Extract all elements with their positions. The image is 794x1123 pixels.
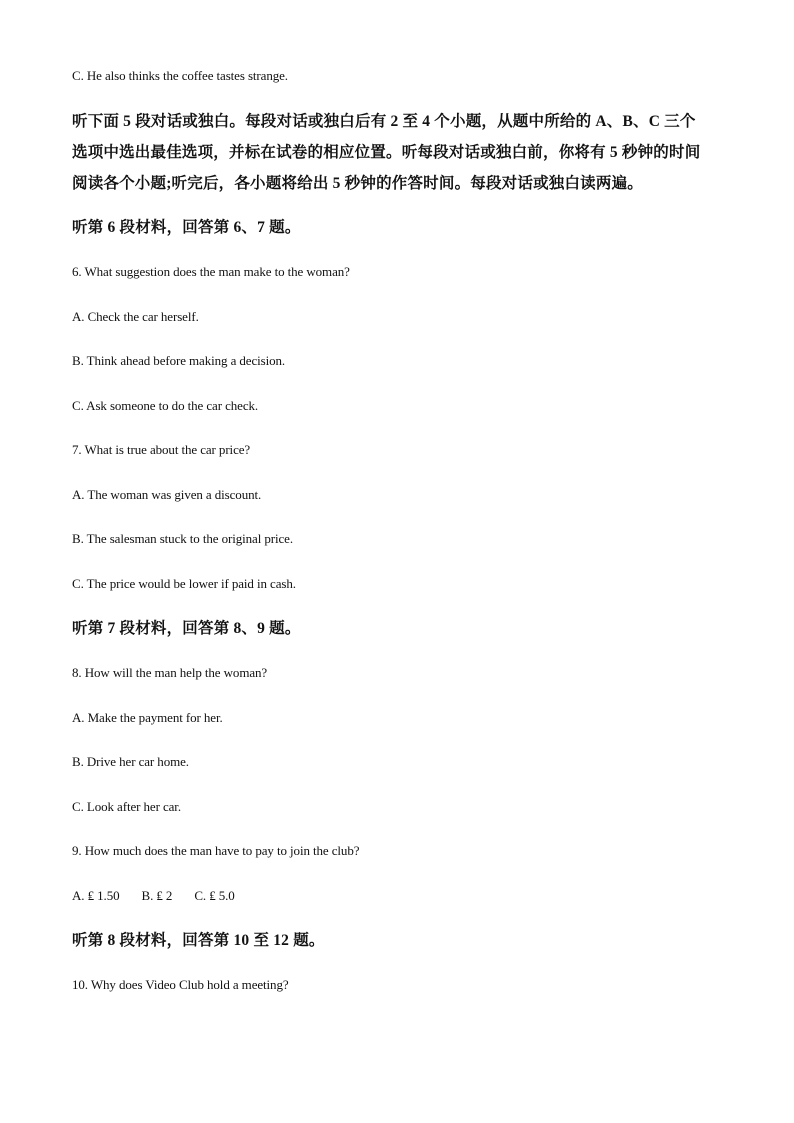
section-6-heading: 听第 6 段材料，回答第 6、7 题。: [72, 219, 301, 236]
question-8-option-c: C. Look after her car.: [72, 799, 181, 814]
question-8-option-b: B. Drive her car home.: [72, 754, 189, 769]
option-c-prev: C. He also thinks the coffee tastes strange.: [72, 68, 288, 83]
question-7: 7. What is true about the car price?: [72, 442, 251, 457]
instruction-line-2: 选项中选出最佳选项，并标在试卷的相应位置。听每段对话或独白前，你将有 5 秒钟的时间: [72, 144, 701, 161]
question-9-option-c: C. ₤ 5.0: [194, 888, 235, 903]
question-9: 9. How much does the man have to pay to join the club?: [72, 843, 360, 858]
question-9-option-b: B. ₤ 2: [141, 888, 173, 903]
question-8-option-a: A. Make the payment for her.: [72, 710, 223, 725]
question-7-option-a: A. The woman was given a discount.: [72, 487, 262, 502]
question-10: 10. Why does Video Club hold a meeting?: [72, 977, 289, 992]
question-7-option-b: B. The salesman stuck to the original price.: [72, 531, 293, 546]
question-6-option-a: A. Check the car herself.: [72, 309, 199, 324]
question-7-option-c: C. The price would be lower if paid in cash.: [72, 576, 296, 591]
instruction-line-3: 阅读各个小题;听完后，各小题将给出 5 秒钟的作答时间。每段对话或独白读两遍。: [72, 175, 643, 192]
instruction-line-1: 听下面 5 段对话或独白。每段对话或独白后有 2 至 4 个小题，从题中所给的 A、B、C 三个: [72, 113, 696, 130]
section-8-heading: 听第 8 段材料，回答第 10 至 12 题。: [72, 932, 325, 949]
question-6-option-b: B. Think ahead before making a decision.: [72, 353, 286, 368]
question-8: 8. How will the man help the woman?: [72, 665, 268, 680]
section-7-heading: 听第 7 段材料，回答第 8、9 题。: [72, 620, 301, 637]
question-6-option-c: C. Ask someone to do the car check.: [72, 398, 259, 413]
question-9-options: [72, 887, 235, 905]
question-9-option-a: A. ₤ 1.50: [72, 888, 120, 903]
question-6: 6. What suggestion does the man make to the woman?: [72, 264, 350, 279]
